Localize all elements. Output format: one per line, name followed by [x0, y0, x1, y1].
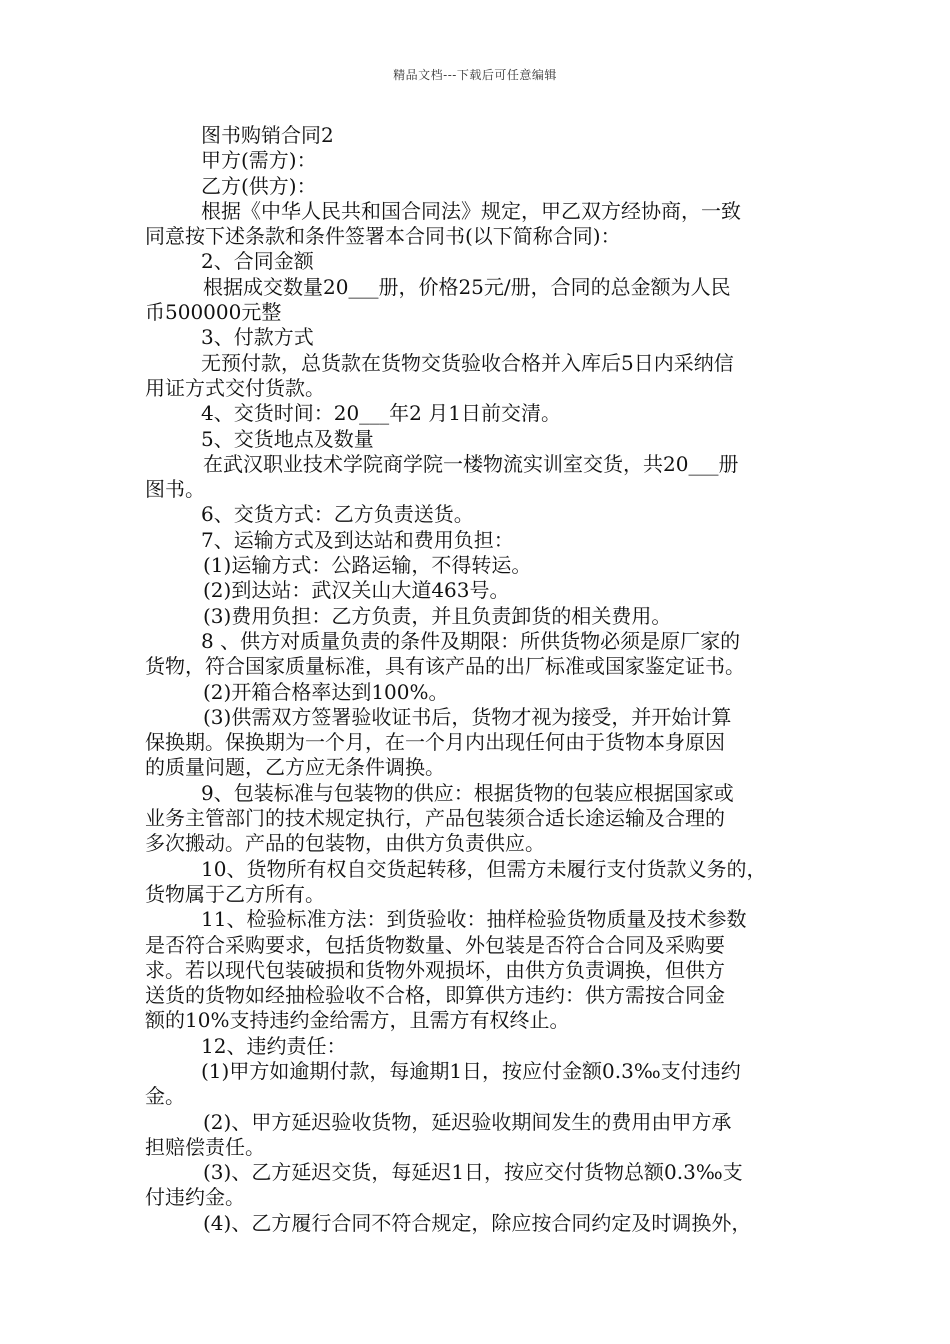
paragraph-line: 是否符合采购要求，包括货物数量、外包装是否符合合同及采购要: [145, 932, 725, 957]
paragraph-line: 货物属于乙方所有。: [145, 881, 325, 906]
section-heading: 7、运输方式及到达站和费用负担：: [201, 527, 514, 552]
list-item: (3)供需双方签署验收证书后，货物才视为接受，并开始计算: [203, 704, 732, 729]
paragraph-line: 多次搬动。产品的包装物，由供方负责供应。: [145, 831, 545, 856]
paragraph-line: 送货的货物如经抽检验收不合格，即算供方违约：供方需按合同金: [145, 983, 725, 1008]
list-item: (2)到达站：武汉关山大道463号。: [203, 578, 510, 603]
list-item: (1)运输方式：公路运输，不得转运。: [203, 553, 532, 578]
list-item: (3)费用负担：乙方负责，并且负责卸货的相关费用。: [203, 603, 672, 628]
paragraph-line: 货物，符合国家质量标准，具有该产品的出厂标准或国家鉴定证书。: [145, 654, 745, 679]
section-heading: 8 、供方对质量负责的条件及期限：所供货物必须是原厂家的: [201, 628, 741, 653]
paragraph-line: 求。若以现代包装破损和货物外观损坏，由供方负责调换，但供方: [145, 957, 725, 982]
section-heading: 4、交货时间：20___年2 月1日前交清。: [201, 401, 561, 426]
list-item: (3)、乙方延迟交货，每延迟1日，按应交付货物总额0.3‰支: [203, 1160, 743, 1185]
page-header: 精品文档---下载后可任意编辑: [393, 68, 557, 82]
paragraph-line: 付违约金。: [145, 1185, 245, 1210]
section-heading: 3、付款方式: [201, 325, 314, 350]
paragraph-line: 保换期。保换期为一个月，在一个月内出现任何由于货物本身原因: [145, 730, 725, 755]
paragraph-line: 额的10%支持违约金给需方，且需方有权终止。: [145, 1008, 570, 1033]
list-item: (2)、甲方延迟验收货物，延迟验收期间发生的费用由甲方承: [203, 1109, 732, 1134]
paragraph-line: 的质量问题，乙方应无条件调换。: [145, 755, 445, 780]
section-heading: 11、检验标准方法：到货验收：抽样检验货物质量及技术参数: [201, 907, 747, 932]
paragraph-line: 无预付款，总货款在货物交货验收合格并入库后5日内采纳信: [201, 350, 734, 375]
section-heading: 12、违约责任：: [201, 1033, 347, 1058]
section-heading: 2、合同金额: [201, 249, 314, 274]
list-item: (4)、乙方履行合同不符合规定，除应按合同约定及时调换外，: [203, 1210, 752, 1235]
paragraph-line: 在武汉职业技术学院商学院一楼物流实训室交货，共20___册: [203, 451, 739, 476]
paragraph-line: 同意按下述条款和条件签署本合同书(以下简称合同)：: [145, 224, 621, 249]
paragraph-line: 根据成交数量20___册，价格25元/册，合同的总金额为人民: [203, 274, 731, 299]
document-body: [145, 123, 813, 1236]
paragraph-line: 业务主管部门的技术规定执行，产品包装须合适长途运输及合理的: [145, 806, 725, 831]
section-heading: 10、货物所有权自交货起转移，但需方未履行支付货款义务的，: [201, 856, 767, 881]
party-b-line: 乙方(供方)：: [201, 173, 317, 198]
document-title: 图书购销合同2: [201, 123, 334, 147]
paragraph-line: 用证方式交付货款。: [145, 375, 325, 400]
list-item: (2)开箱合格率达到100%。: [203, 679, 449, 704]
paragraph-line: 图书。: [145, 477, 205, 502]
paragraph-line: 根据《中华人民共和国合同法》规定，甲乙双方经协商，一致: [201, 198, 741, 223]
paragraph-line: 担赔偿责任。: [145, 1134, 265, 1159]
party-a-line: 甲方(需方)：: [201, 148, 317, 173]
paragraph-line: 币500000元整: [145, 300, 282, 325]
section-heading: 5、交货地点及数量: [201, 426, 374, 451]
section-heading: 6、交货方式：乙方负责送货。: [201, 502, 474, 527]
list-item: (1)甲方如逾期付款，每逾期1日，按应付金额0.3‰支付违约: [201, 1058, 741, 1083]
paragraph-line: 金。: [145, 1084, 185, 1109]
section-heading: 9、包装标准与包装物的供应：根据货物的包装应根据国家或: [201, 780, 734, 805]
